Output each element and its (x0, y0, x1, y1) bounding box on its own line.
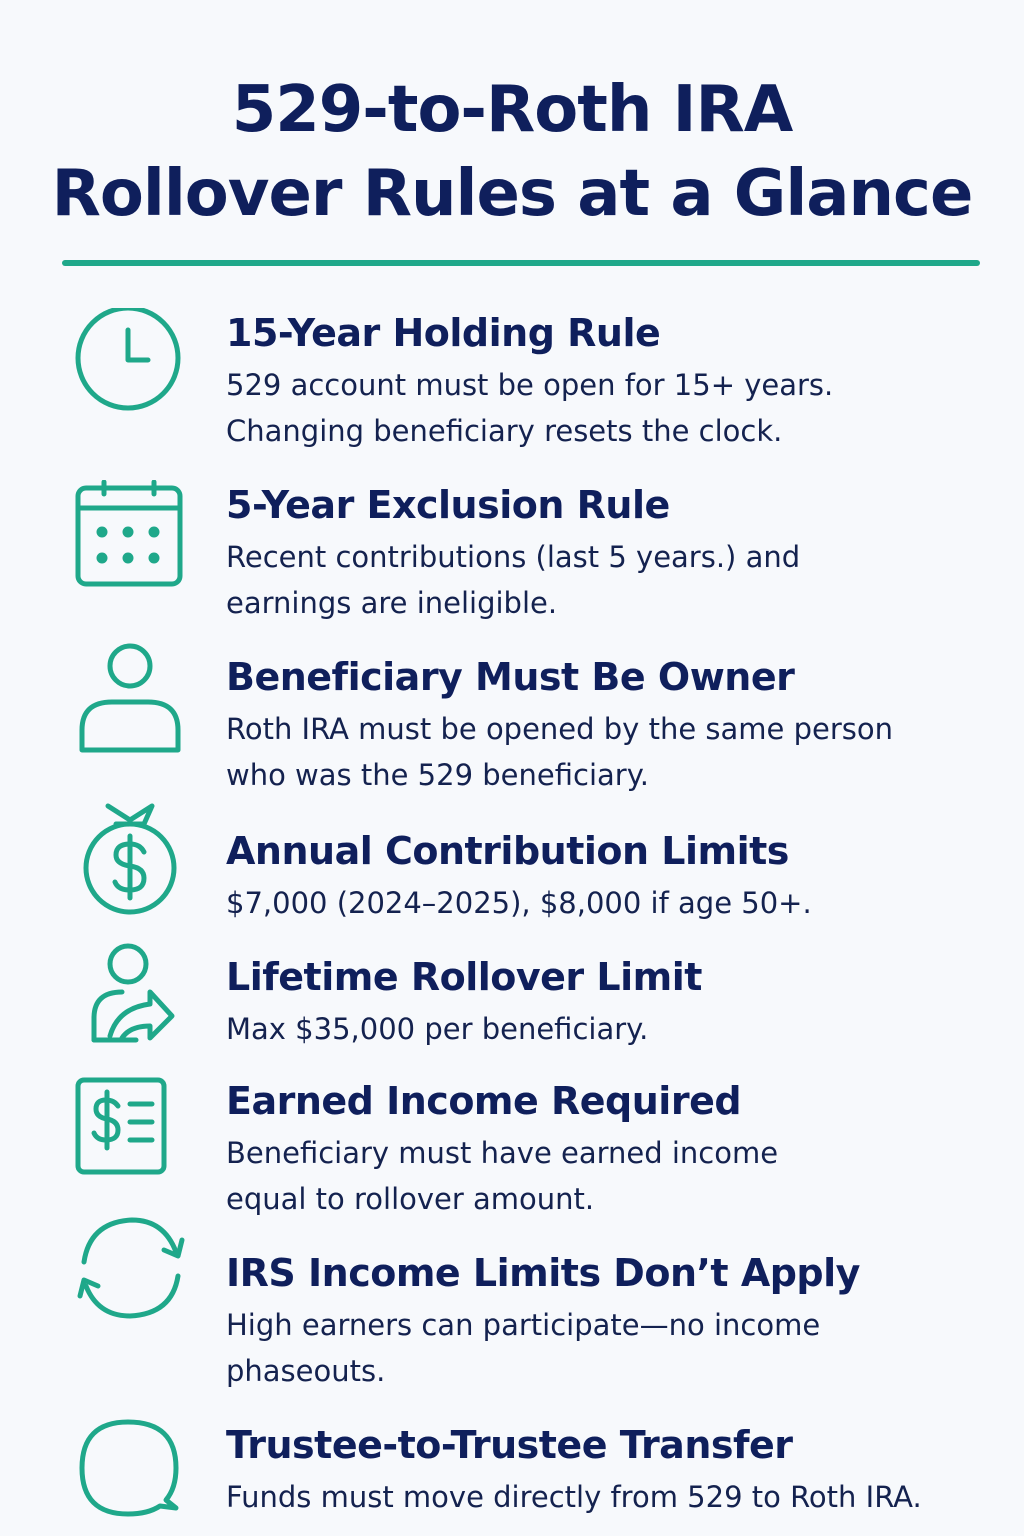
rule-desc-line: Recent contributions (last 5 years.) and (226, 540, 801, 574)
rule-heading: 15-Year Holding Rule (226, 311, 661, 355)
page-title (0, 68, 1024, 236)
title-divider (62, 260, 980, 266)
rule-description (226, 706, 986, 798)
rule-heading: Beneficiary Must Be Owner (226, 655, 795, 699)
rule-heading: Trustee-to-Trustee Transfer (226, 1423, 793, 1467)
rule-desc-line: Funds must move directly from 529 to Roth IRA. (226, 1480, 922, 1514)
rule-desc-line: $7,000 (2024–2025), $8,000 if age 50+. (226, 886, 812, 920)
speech-bubble-icon (72, 1416, 188, 1532)
rule-heading: Annual Contribution Limits (226, 829, 789, 873)
rule-description (226, 362, 986, 454)
rule-desc-line: 529 account must be open for 15+ years. (226, 368, 834, 402)
income-document-icon (72, 1076, 188, 1192)
rule-desc-line: Beneficiary must have earned income (226, 1136, 779, 1170)
rule-heading: Earned Income Required (226, 1079, 742, 1123)
rule-desc-line: High earners can participate—no income (226, 1308, 821, 1342)
rule-heading: Lifetime Rollover Limit (226, 955, 702, 999)
title-line-2: Rollover Rules at a Glance (51, 157, 973, 231)
refresh-cycle-icon (72, 1214, 188, 1330)
rule-desc-line: Max $35,000 per beneficiary. (226, 1012, 649, 1046)
rule-description (226, 1474, 986, 1520)
rule-description (226, 534, 986, 626)
person-icon (72, 638, 188, 754)
rule-description (226, 1006, 986, 1052)
clock-icon (70, 308, 186, 424)
rule-desc-line: who was the 529 beneficiary. (226, 758, 649, 792)
rule-desc-line: phaseouts. (226, 1354, 386, 1388)
title-line-1: 529-to-Roth IRA (231, 73, 793, 147)
rule-desc-line: Roth IRA must be opened by the same person (226, 712, 893, 746)
rule-desc-line: Changing beneficiary resets the clock. (226, 414, 783, 448)
rule-description (226, 1302, 986, 1394)
calendar-icon (72, 480, 188, 596)
money-bag-icon (72, 802, 188, 918)
rule-description (226, 1130, 986, 1222)
rule-heading: IRS Income Limits Don’t Apply (226, 1251, 860, 1295)
rule-desc-line: earnings are ineligible. (226, 586, 558, 620)
rule-description (226, 880, 986, 926)
rule-desc-line: equal to rollover amount. (226, 1182, 595, 1216)
rule-heading: 5-Year Exclusion Rule (226, 483, 670, 527)
person-transfer-icon (72, 940, 188, 1056)
